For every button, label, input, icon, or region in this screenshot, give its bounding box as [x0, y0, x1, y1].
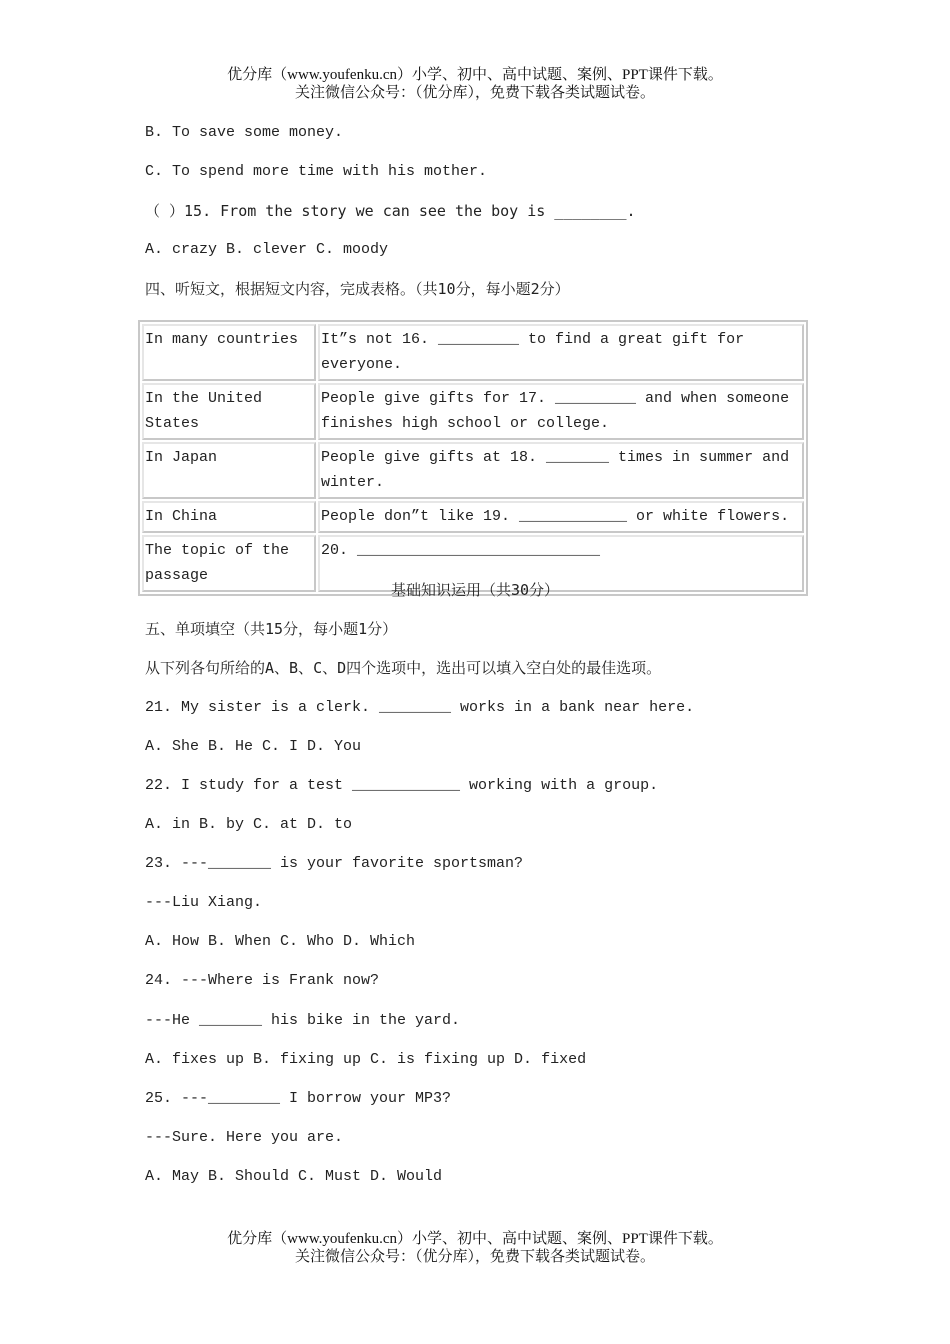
q23-stem: 23. ---_______ is your favorite sportsman? — [145, 855, 524, 872]
q25-stem: 25. ---________ I borrow your MP3? — [145, 1090, 452, 1107]
row-label: In many countries — [142, 324, 316, 381]
q23-options: A. How B. When C. Who D. Which — [145, 933, 416, 950]
q25-options: A. May B. Should C. Must D. Would — [145, 1168, 443, 1185]
row-label: In the United States — [142, 383, 316, 440]
row-label: In China — [142, 501, 316, 533]
table-row — [142, 324, 804, 381]
q14-option-b: B. To save some money. — [145, 124, 344, 141]
header-line-1: 优分库（www.youfenku.cn）小学、初中、高中试题、案例、PPT课件下载。 — [227, 67, 723, 83]
row-text: 20. ___________________________ — [318, 535, 804, 592]
table-row — [142, 442, 804, 499]
row-label: In Japan — [142, 442, 316, 499]
page-header — [0, 66, 950, 102]
q24-answer: ---He _______ his bike in the yard. — [145, 1012, 461, 1029]
q23-answer: ---Liu Xiang. — [145, 894, 263, 911]
table-row — [142, 383, 804, 440]
section5-title: 五、单项填空（共15分，每小题1分） — [145, 620, 398, 638]
q21-options: A. She B. He C. I D. You — [145, 738, 362, 755]
table-row — [142, 501, 804, 533]
listening-table — [138, 320, 808, 596]
q21-stem: 21. My sister is a clerk. ________ works in a bank near here. — [145, 699, 695, 716]
part2-title: 基础知识运用（共30分） — [390, 581, 560, 599]
q15-options: A. crazy B. clever C. moody — [145, 241, 389, 258]
q24-options: A. fixes up B. fixing up C. is fixing up D. fixed — [145, 1051, 587, 1068]
footer-line-2: 关注微信公众号：（优分库），免费下载各类试题试卷。 — [294, 1249, 655, 1265]
row-text: It”s not 16. _________ to find a great gift for everyone. — [318, 324, 804, 381]
footer-line-1: 优分库（www.youfenku.cn）小学、初中、高中试题、案例、PPT课件下载。 — [227, 1231, 723, 1247]
q15-stem: （ ）15. From the story we can see the boy is ________. — [145, 202, 636, 220]
q14-option-c: C. To spend more time with his mother. — [145, 163, 488, 180]
row-text: People give gifts for 17. _________ and when someone finishes high school or college. — [318, 383, 804, 440]
q22-options: A. in B. by C. at D. to — [145, 816, 353, 833]
q24-stem: 24. ---Where is Frank now? — [145, 972, 380, 989]
section4-title: 四、听短文，根据短文内容，完成表格。（共10分，每小题2分） — [145, 280, 570, 298]
header-line-2: 关注微信公众号：（优分库），免费下载各类试题试卷。 — [294, 85, 655, 101]
section5-instruction: 从下列各句所给的A、B、C、D四个选项中，选出可以填入空白处的最佳选项。 — [145, 659, 662, 677]
q25-answer: ---Sure. Here you are. — [145, 1129, 344, 1146]
q22-stem: 22. I study for a test ____________ working with a group. — [145, 777, 659, 794]
page-footer — [0, 1230, 950, 1266]
row-text: People give gifts at 18. _______ times in summer and winter. — [318, 442, 804, 499]
row-label: The topic of the passage — [142, 535, 316, 592]
row-text: People don”t like 19. ____________ or white flowers. — [318, 501, 804, 533]
